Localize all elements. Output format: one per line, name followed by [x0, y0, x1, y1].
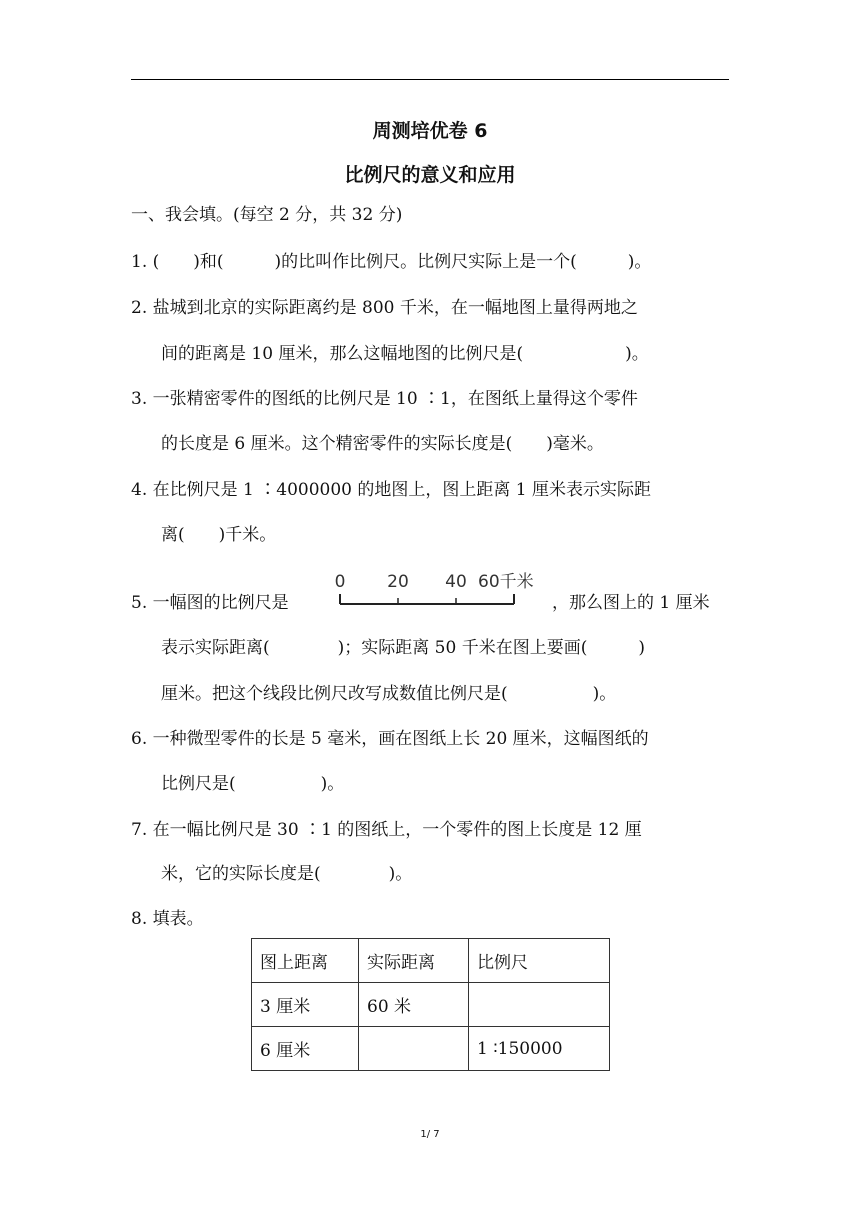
- table-cell-blank[interactable]: [469, 983, 610, 1027]
- scale-label-20: 20: [387, 572, 409, 592]
- page-title: 周测培优卷 6: [372, 120, 488, 142]
- scale-label-0: 0: [334, 572, 346, 592]
- question-6-line-2: 比例尺是( )。: [161, 774, 345, 794]
- table-cell: 3 厘米: [252, 983, 359, 1027]
- section-heading: 一、我会填。(每空 2 分，共 32 分): [131, 205, 403, 225]
- question-7-line-1: 7. 在一幅比例尺是 30 ∶1 的图纸上，一个零件的图上长度是 12 厘: [131, 820, 642, 840]
- question-5-line-3: 厘米。把这个线段比例尺改写成数值比例尺是( )。: [161, 684, 617, 704]
- table-header-cell: 实际距离: [359, 939, 469, 983]
- top-rule: [131, 79, 729, 80]
- table-header-row: [252, 939, 610, 983]
- table-header-cell: 比例尺: [469, 939, 610, 983]
- question-2-line-2: 间的距离是 10 厘米，那么这幅地图的比例尺是( )。: [161, 344, 649, 364]
- table-cell: 60 米: [359, 983, 469, 1027]
- question-3-line-1: 3. 一张精密零件的图纸的比例尺是 10 ∶1，在图纸上量得这个零件: [131, 389, 638, 409]
- question-2-line-1: 2. 盐城到北京的实际距离约是 800 千米，在一幅地图上量得两地之: [131, 298, 638, 318]
- table-header-cell: 图上距离: [252, 939, 359, 983]
- table-row: [252, 983, 610, 1027]
- scale-fill-table: [251, 938, 610, 1071]
- page-subtitle: 比例尺的意义和应用: [344, 164, 516, 186]
- question-4-line-2: 离( )千米。: [161, 525, 277, 545]
- line-scale-bar: [330, 570, 550, 610]
- table-cell: 1 ∶150000: [469, 1027, 610, 1071]
- question-5-line-1-before: 5. 一幅图的比例尺是: [131, 593, 289, 613]
- question-8: 8. 填表。: [131, 909, 204, 929]
- question-7-line-2: 米，它的实际长度是( )。: [161, 864, 413, 884]
- question-1: 1. ( )和( )的比叫作比例尺。比例尺实际上是一个( )。: [131, 252, 652, 272]
- question-6-line-1: 6. 一种微型零件的长是 5 毫米，画在图纸上长 20 厘米，这幅图纸的: [131, 729, 649, 749]
- question-5-line-2: 表示实际距离( )；实际距离 50 千米在图上要画( ): [161, 638, 645, 658]
- table-cell-blank[interactable]: [359, 1027, 469, 1071]
- scale-label-40: 40: [445, 572, 467, 592]
- question-4-line-1: 4. 在比例尺是 1 ∶4000000 的地图上，图上距离 1 厘米表示实际距: [131, 480, 651, 500]
- question-3-line-2: 的长度是 6 厘米。这个精密零件的实际长度是( )毫米。: [161, 434, 604, 454]
- question-5-line-1-after: ，那么图上的 1 厘米: [552, 593, 710, 613]
- page-number: 1/ 7: [420, 1129, 440, 1140]
- scale-label-60: 60千米: [478, 572, 534, 592]
- table-cell: 6 厘米: [252, 1027, 359, 1071]
- table-row: [252, 1027, 610, 1071]
